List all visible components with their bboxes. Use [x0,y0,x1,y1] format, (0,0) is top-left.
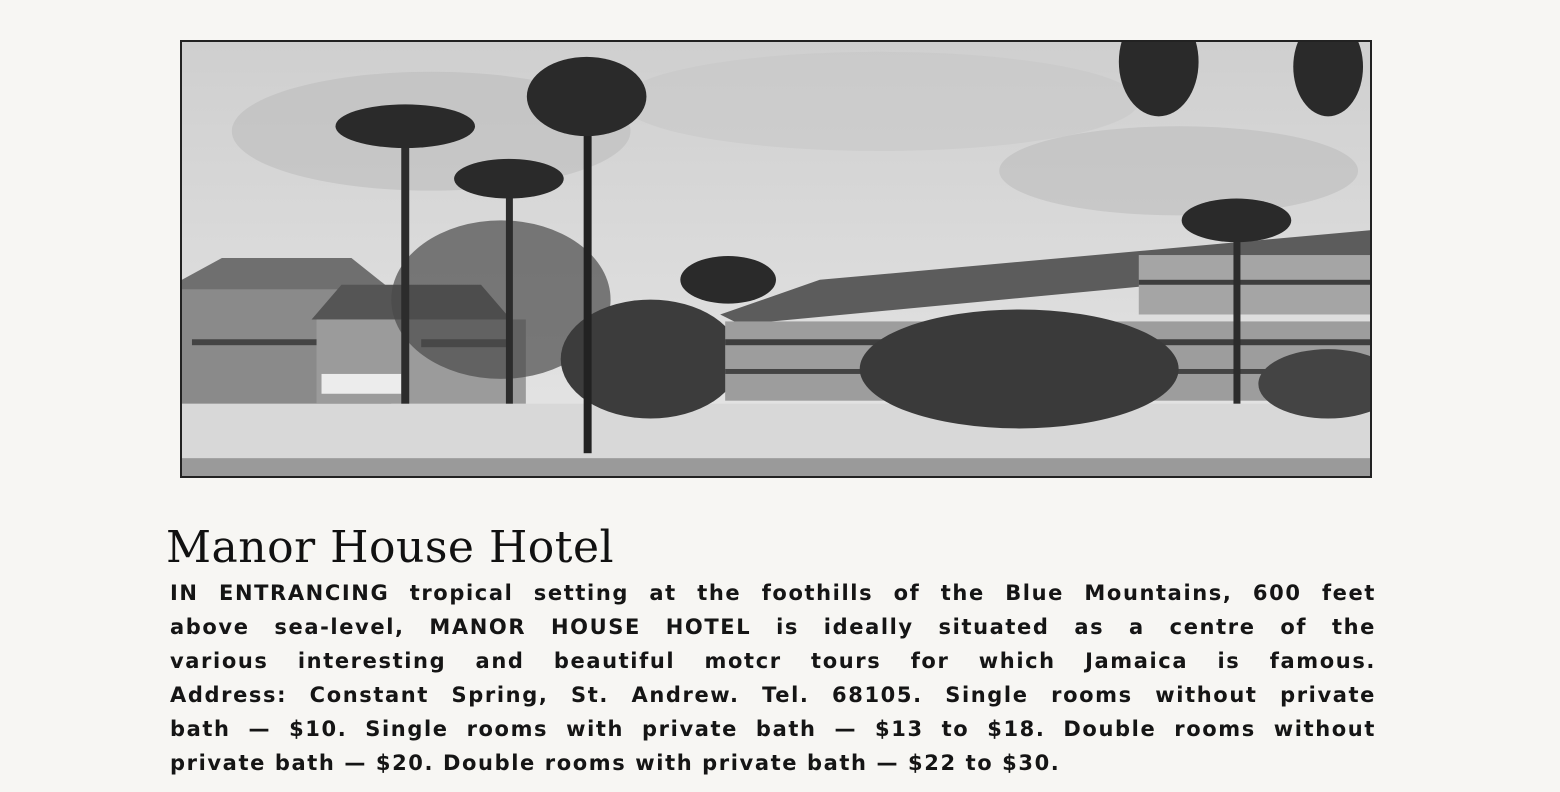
hotel-description [170,576,1376,780]
description-line-4: Address: Constant Spring, St. Andrew. Tel. 68105. Single rooms without private [170,683,1376,707]
description-line-1-text: tropical setting at the foothills of the Blue Mountains, 600 feet [389,581,1377,605]
hotel-title: Manor House Hotel [166,522,615,573]
hotel-photo-illustration [182,42,1370,476]
description-line-3: various interesting and beautiful motcr tours for which Jamaica is famous. [170,649,1376,673]
description-line-1 [170,576,1376,610]
description-line-6: private bath — $20. Double rooms with private bath — $22 to $30. [170,751,1061,775]
description-line-5: bath — $10. Single rooms with private bath — $13 to $18. Double rooms without [170,717,1376,741]
description-lead: IN ENTRANCING [170,581,390,605]
description-line-2: above sea-level, MANOR HOUSE HOTEL is ideally situated as a centre of the [170,615,1376,639]
hotel-photo [180,40,1372,478]
